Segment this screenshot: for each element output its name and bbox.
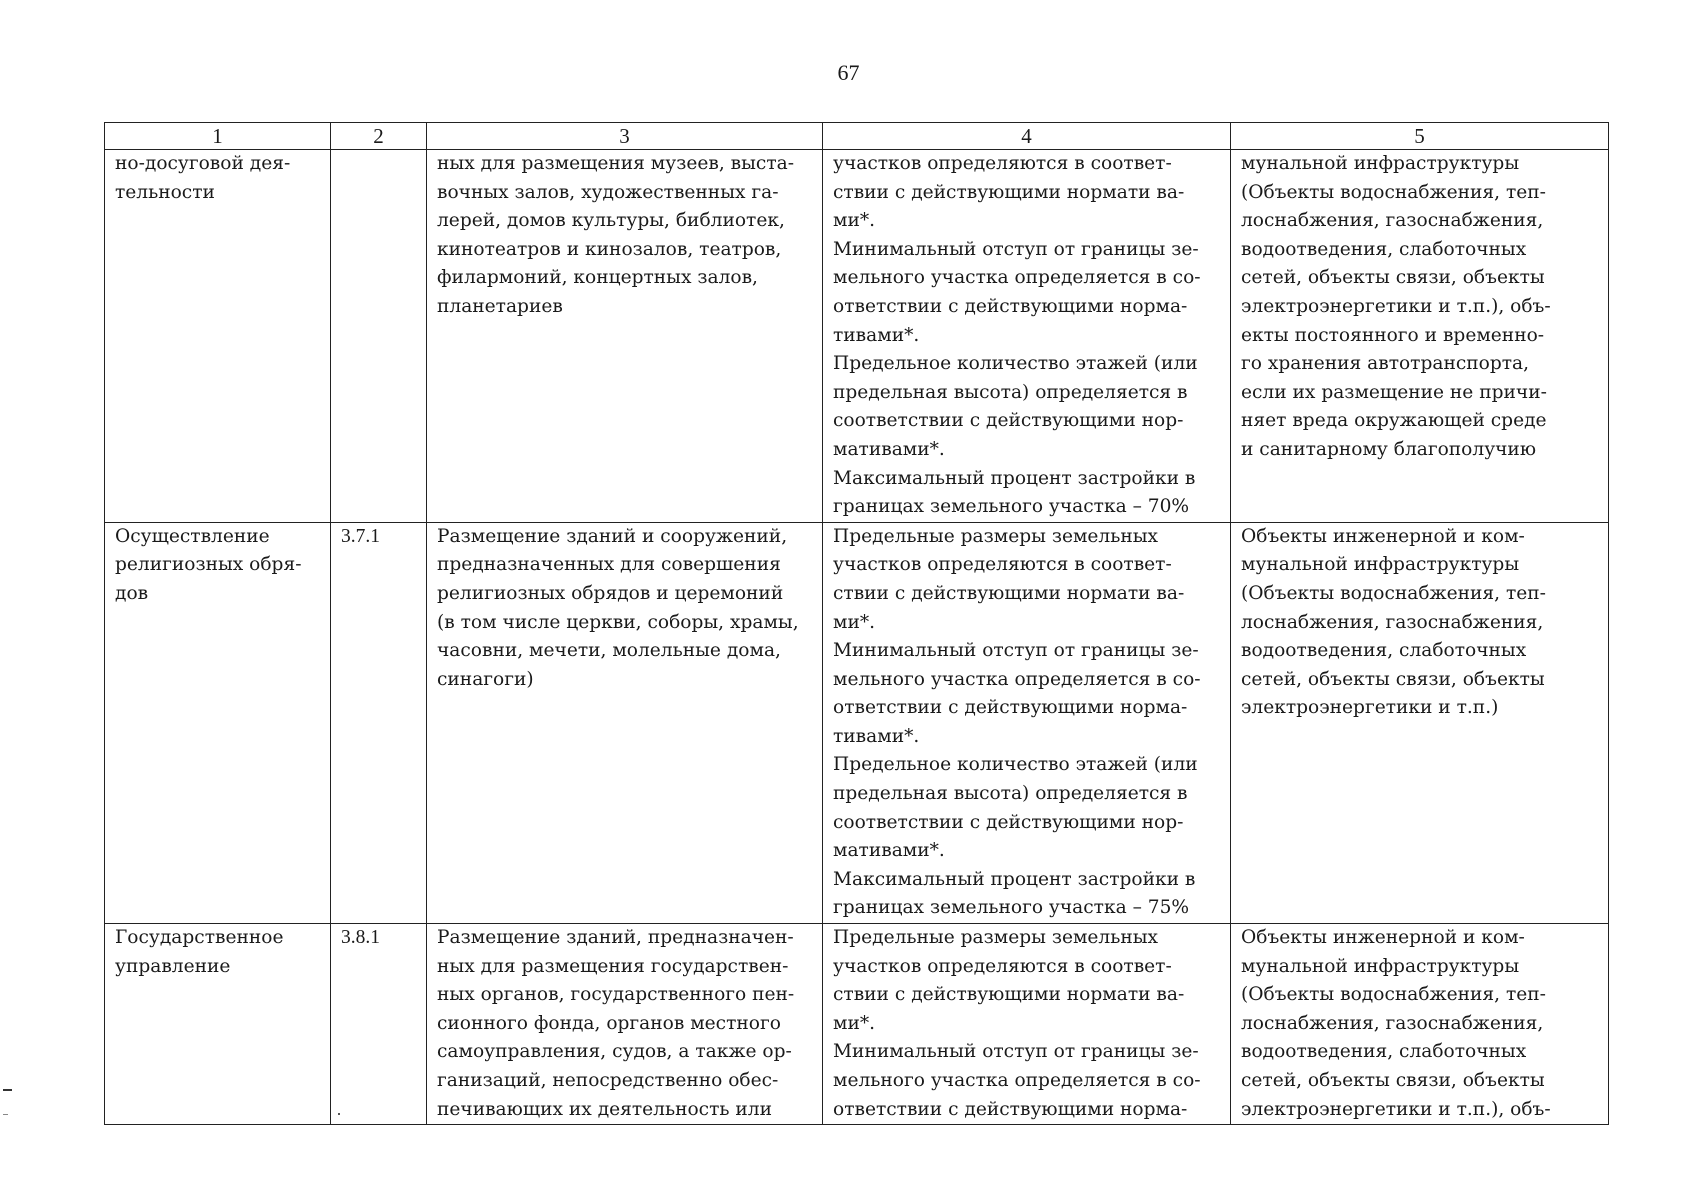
table-row xyxy=(105,522,1609,923)
land-use-table xyxy=(104,122,1609,1125)
column-header-4: 4 xyxy=(823,123,1231,150)
auxiliary-uses-cell xyxy=(1231,924,1609,1125)
use-type-cell xyxy=(105,522,331,923)
column-header-1: 1 xyxy=(105,123,331,150)
use-description-text: Размещение зданий, предназначен- ных для размещения государствен- ных органов, государственного пен- сионного фонда, органов местного самоуправления, судов, а также ор- ганизаций, непосредственно обес- печивающих их деятельность или xyxy=(437,927,795,1120)
use-code-cell xyxy=(331,522,427,923)
use-code-text: 3.7.1 xyxy=(341,525,380,547)
use-description-cell xyxy=(427,150,823,523)
use-type-text: Осуществление религиозных обря- дов xyxy=(115,525,302,604)
parameters-text: участков определяются в соответ- ствии с действующими нормати ва- ми*. Минимальный отступ от границы зе- мельного участка определяется в со- ответствии с действующими норма- тивами*. Предельное количество этажей (или предельная высота) определяется в соответствии с действующими нор- мативами*. Максимальный процент застройки в границах земельного участка – 70% xyxy=(833,153,1201,518)
parameters-cell xyxy=(823,924,1231,1125)
use-type-text: но-досуговой дея- тельности xyxy=(115,153,291,203)
scan-artifact-mark xyxy=(3,1089,12,1091)
table-row xyxy=(105,924,1609,1125)
use-description-cell xyxy=(427,924,823,1125)
parameters-cell xyxy=(823,522,1231,923)
use-code-cell xyxy=(331,150,427,523)
use-code-text: 3.8.1 xyxy=(341,927,380,949)
auxiliary-uses-cell xyxy=(1231,150,1609,523)
column-header-3: 3 xyxy=(427,123,823,150)
parameters-text: Предельные размеры земельных участков определяются в соответ- ствии с действующими нормати ва- ми*. Минимальный отступ от границы зе- мельного участка определяется в со- ответствии с действующими норма- xyxy=(833,927,1201,1120)
use-type-cell xyxy=(105,924,331,1125)
scan-artifact-dot xyxy=(338,1113,340,1115)
column-header-5: 5 xyxy=(1231,123,1609,150)
use-type-cell xyxy=(105,150,331,523)
parameters-text: Предельные размеры земельных участков определяются в соответ- ствии с действующими нормати ва- ми*. Минимальный отступ от границы зе- мельного участка определяется в со- ответствии с действующими норма- тивами*. Предельное количество этажей (или предельная высота) определяется в соответствии с действующими нор- мативами*. Максимальный процент застройки в границах земельного участка – 75% xyxy=(833,525,1201,919)
page-number: 67 xyxy=(837,60,860,85)
use-code-cell xyxy=(331,924,427,1125)
use-description-text: ных для размещения музеев, выста- вочных залов, художественных га- лерей, домов культуры, библиотек, кинотеатров и кинозалов, театров, филармоний, концертных залов, планетариев xyxy=(437,153,794,317)
use-description-cell xyxy=(427,522,823,923)
column-header-2: 2 xyxy=(331,123,427,150)
scan-artifact-mark xyxy=(3,1114,8,1115)
auxiliary-uses-text: Объекты инженерной и ком- мунальной инфраструктуры (Объекты водоснабжения, теп- лоснабжения, газоснабжения, водоотведения, слаботочных сетей, объекты связи, объекты электроэнергетики и т.п.), объ- xyxy=(1241,927,1551,1120)
use-type-text: Государственное управление xyxy=(115,927,284,977)
table-row xyxy=(105,150,1609,523)
table-header-row xyxy=(105,123,1609,150)
auxiliary-uses-cell xyxy=(1231,522,1609,923)
auxiliary-uses-text: Объекты инженерной и ком- мунальной инфраструктуры (Объекты водоснабжения, теп- лоснабжения, газоснабжения, водоотведения, слаботочных сетей, объекты связи, объекты электроэнергетики и т.п.) xyxy=(1241,525,1546,719)
parameters-cell xyxy=(823,150,1231,523)
use-description-text: Размещение зданий и сооружений, предназначенных для совершения религиозных обрядов и церемоний (в том числе церкви, соборы, храмы, часовни, мечети, молельные дома, синагоги) xyxy=(437,525,799,690)
auxiliary-uses-text: мунальной инфраструктуры (Объекты водоснабжения, теп- лоснабжения, газоснабжения, водоотведения, слаботочных сетей, объекты связи, объекты электроэнергетики и т.п.), объ- екты постоянного и временно- го хранения автотранспорта, если их размещение не причи- няет вреда окружающей среде и санитарному благополучию xyxy=(1241,153,1551,460)
